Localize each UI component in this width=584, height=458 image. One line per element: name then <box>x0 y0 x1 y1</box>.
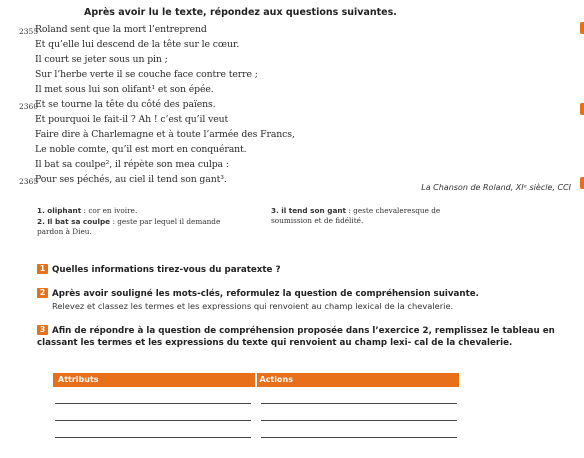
table-column-divider <box>255 373 257 453</box>
poem-line: Sur l’herbe verte il se couche face contre terre ; <box>35 69 258 80</box>
source-caption: La Chanson de Roland, XIᵉ siècle, CCI <box>421 183 571 192</box>
footnote-term: il tend son gant <box>281 206 347 215</box>
footnote-definition: : geste par lequel il demande pardon à Dieu. <box>37 217 221 236</box>
footnote-number: 2. <box>37 217 45 226</box>
footnote-term: Il bat sa coulpe <box>47 217 111 226</box>
question-title: Quelles informations tirez-vous du paratexte ? <box>52 265 281 275</box>
poem-line: Pour ses péchés, au ciel il tend son gant³. <box>35 174 227 185</box>
page-edge-marker <box>580 103 584 115</box>
poem-line: Roland sent que la mort l’entreprend <box>35 24 207 35</box>
page-edge-marker <box>580 177 584 189</box>
question-number-badge: 1 <box>37 264 48 274</box>
footnote-definition: : geste chevaleresque de soumission et de fidélité. <box>271 206 441 225</box>
table-header-attributs: Attributs <box>58 375 99 384</box>
poem-line: Il met sous lui son olifant¹ et son épée. <box>35 84 214 95</box>
footnote-number: 1. <box>37 206 45 215</box>
poem-line: Le noble comte, qu’il est mort en conquérant. <box>35 144 247 155</box>
question-title: Afin de répondre à la question de compréhension proposée dans l’exercice 2, remplissez le tableau en classant les termes et les expressions du texte qui renvoient au champ lexi- cal de la chevalerie. <box>37 326 555 348</box>
page-edge-marker <box>580 22 584 34</box>
verse-number: 2355 <box>19 27 39 36</box>
footnote-term: oliphant <box>47 206 82 215</box>
heading: Après avoir lu le texte, répondez aux questions suivantes. <box>84 7 397 18</box>
verse-number: 2360 <box>19 102 39 111</box>
question-title: Après avoir souligné les mots-clés, reformulez la question de compréhension suivante. <box>52 289 479 299</box>
answer-line[interactable] <box>261 403 457 404</box>
verse-number: 2365 <box>19 177 39 186</box>
question-2 <box>37 288 557 312</box>
poem-line: Et qu’elle lui descend de la tête sur le cœur. <box>35 39 240 50</box>
table-header-actions: Actions <box>259 375 293 384</box>
footnote-3 <box>271 206 471 226</box>
poem-line: Il court se jeter sous un pin ; <box>35 54 168 65</box>
footnote-2 <box>37 217 237 237</box>
poem-line: Faire dire à Charlemagne et à toute l’armée des Francs, <box>35 129 295 140</box>
answer-line[interactable] <box>261 437 457 438</box>
question-1 <box>37 264 557 277</box>
poem-line: Il bat sa coulpe², il répète son mea culpa : <box>35 159 229 170</box>
poem-line: Et se tourne la tête du côté des païens. <box>35 99 216 110</box>
footnote-1 <box>37 206 247 216</box>
footnote-number: 3. <box>271 206 279 215</box>
answer-line[interactable] <box>55 403 251 404</box>
answer-line[interactable] <box>261 420 457 421</box>
answer-line[interactable] <box>55 420 251 421</box>
question-number-badge: 3 <box>37 325 48 335</box>
question-instruction: Relevez et classez les termes et les expressions qui renvoient au champ lexical de la chevalerie. <box>52 300 454 311</box>
footnote-definition: : cor en ivoire. <box>81 206 138 215</box>
question-3 <box>37 325 562 349</box>
answer-line[interactable] <box>55 437 251 438</box>
poem-line: Et pourquoi le fait-il ? Ah ! c’est qu’il veut <box>35 114 229 125</box>
question-number-badge: 2 <box>37 288 48 298</box>
